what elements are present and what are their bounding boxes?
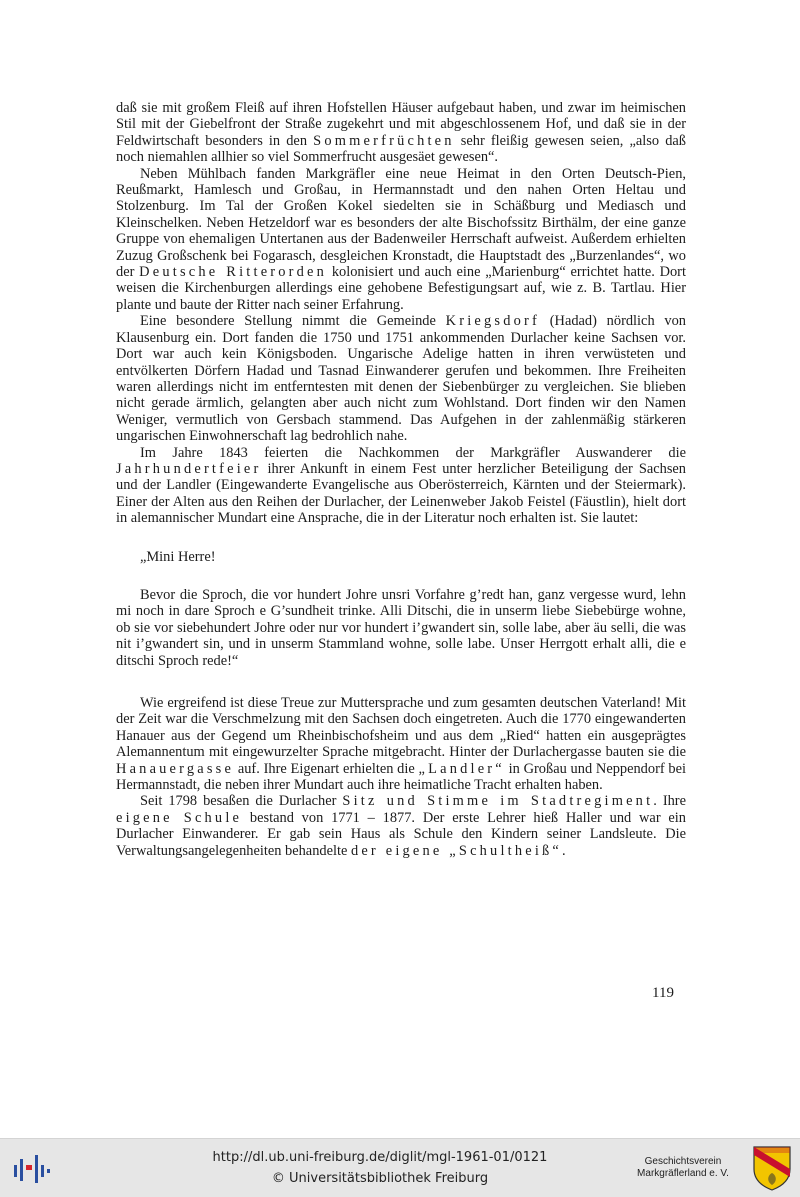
- paragraph: [116, 166, 686, 314]
- paragraph: [116, 313, 686, 444]
- paragraph-text: . Ihre: [653, 793, 686, 810]
- paragraph-text: bestand von 1771 – 1877. Der erste Lehrer hieß Haller und war ein Durlacher Einwanderer. Er gab sein Haus als Schule den Kindern seiner Landsleute. Die Verwaltungsangelegenheiten behandelte: [116, 809, 686, 859]
- paragraph: [116, 695, 686, 793]
- paragraph-text: .: [562, 842, 566, 859]
- spaced-emphasis-text: Jahrhundertfeier: [116, 460, 262, 477]
- speech-quote-block: [116, 587, 686, 669]
- society-name: [618, 1156, 748, 1180]
- footer-citation: [170, 1147, 590, 1189]
- paragraph-text: Im Jahre 1843 feierten die Nachkommen der Markgräfler Auswanderer die: [140, 444, 686, 461]
- spaced-emphasis-text: „Landler“: [418, 760, 505, 777]
- body-text: [116, 100, 686, 859]
- paragraph-text: ihrer Ankunft in einem Fest unter herzlicher Beteiligung der Sachsen und der Landler (Eingewanderte Evangelische aus Oberösterreich, Kärnten und der Steiermark). Einer der Alten aus den Reihen der Durlacher, der Leinenweber Jakob Feistel (Fäustlin), hielt dort in alemannischer Mundart eine Ansprache, die in der Literatur noch erhalten ist. Sie lautet:: [116, 460, 686, 527]
- paragraph-text: daß sie mit großem Fleiß auf ihren Hofstellen Häuser aufgebaut haben, und zwar im heimischen Stil mit der Giebelfront der Straße zugekehrt und mit abgeschlossenem Hof, und daß sie in der Feldwirtschaft besonders in den: [116, 100, 686, 149]
- society-name-line2: Markgräflerland e. V.: [637, 1168, 729, 1179]
- spaced-emphasis-text: der eigene „Schultheiß“: [350, 842, 563, 859]
- paragraph-group: [116, 695, 686, 859]
- paragraph-text: in Großau und Neppendorf bei Hermannstadt, die neben ihrer Mundart auch ihre heimatliche Tracht erhalten haben.: [116, 760, 687, 794]
- paragraph: [116, 445, 686, 527]
- paragraph-text: Wie ergreifend ist diese Treue zur Muttersprache und zum gesamten deutschen Vaterland! Mit der Zeit war die Verschmelzung mit den Sachsen doch eingetreten. Auch die 1770 eingewanderten Hanauer aus der Gegend um Rheinbischofsheim und aus dem „Ried“ hatten ein ausgeprägtes Alemannentum mit eingewurzelter Sprache mitgebracht. Hinter der Durlachergasse bauten sie die: [116, 695, 686, 761]
- page-number: 119: [652, 985, 674, 1001]
- spaced-emphasis-text: Kriegsdorf: [445, 313, 540, 330]
- paragraph: [116, 100, 686, 166]
- paragraph-group: [116, 100, 686, 527]
- paragraph-text: Neben Mühlbach fanden Markgräfler eine neue Heimat in den Orten Deutsch-Pien, Reußmarkt, Hamlesch und Großau, in Hermannstadt und den nahen Orten Heltau und Stolzenburg. Im Tal der Großen Kokel siedelten sie in Schäßburg und Mediasch und Kleinschelken. Neben Hetzeldorf war es besonders der alte Bischofssitz Birthälm, der eine ganze Gruppe von ehemaligen Untertanen aus der Badenweiler Herrschaft aufweist. Außerdem erhielten Zuzug Großschenk bei Fogarasch, desgleichen Kronstadt, die Hauptstadt des „Burzenlandes“, wo der: [116, 165, 686, 281]
- footer-copyright: © Universitätsbibliothek Freiburg: [271, 1171, 489, 1186]
- paragraph-text: Eine besondere Stellung nimmt die Gemeinde: [140, 313, 446, 330]
- ub-freiburg-logo-icon: [12, 1153, 52, 1185]
- speech-salutation: „Mini Herre!: [140, 548, 216, 565]
- paragraph-text: Seit 1798 besaßen die Durlacher: [140, 793, 343, 810]
- spaced-emphasis-text: eigene Schule: [116, 809, 243, 826]
- speech-quote: Bevor die Sproch, die vor hundert Johre unsri Vorfahre g’redt han, ganz vergesse wurd, lehn mi noch in dare Sproch e G’sundheit trinke. Alli Ditschi, die in unserm liebe Siebebürge wohne, ob sie vor siebehundert Johre oder nur vor hundert i’gwandert sin, solle labe, aber äu selli, die was nit i’gwandert sin, und in unserm Stammland wohne, solle labe. Unser Herrgott erhalt alli, die e ditschi Sproch rede!“: [116, 586, 686, 669]
- paragraph-text: auf. Ihre Eigenart erhielten die: [234, 760, 419, 777]
- paragraph: [116, 793, 686, 859]
- spaced-emphasis-text: Sitz und Stimme im Stadtregiment: [342, 793, 654, 810]
- paragraph-text: sehr fleißig gewesen seien, „also daß noch niemahlen allhier so viel Sommerfrucht ausgesäet gewesen“.: [116, 132, 686, 166]
- paragraph-text: kolonisiert und auch eine „Marienburg“ errichtet hatte. Dort weisen die Kirchenburgen allerdings eine gehobene Befestigungsart auf, wie z. B. Tartlau. Hier plante und baute der Ritter nach seiner Erfahrung.: [116, 264, 686, 313]
- coat-of-arms-icon: [752, 1145, 792, 1191]
- footer-bar: [0, 1138, 800, 1197]
- paragraph-text: (Hadad) nördlich von Klausenburg ein. Dort fanden die 1750 und 1751 ankommenden Durlacher keine Sachsen vor. Dort war auch kein Königsboden. Ungarische Adelige hatten in ihren verwüsteten und entvölkerten Dörfern Hadad und Tasnad Einwanderer gerufen und bekommen. Ihre Freiheiten waren allerdings nicht im entferntesten mit denen der Siebenbürger zu vergleichen. Sie blieben nicht gerade ärmlich, gelangten aber auch nicht zum Wohlstand. Dort finden wir den Namen Weniger, vermutlich von Gersbach stammend. Das Aufgehen in der zahlenmäßig stärkeren ungarischen Einwohnerschaft lag bedrohlich nahe.: [116, 313, 686, 445]
- spaced-emphasis-text: Hanauergasse: [116, 760, 235, 777]
- spaced-emphasis-text: Sommerfrüchten: [313, 132, 455, 149]
- society-name-line1: Geschichtsverein: [644, 1156, 722, 1167]
- spaced-emphasis-text: Deutsche Ritterorden: [139, 264, 328, 281]
- footer-url-link[interactable]: http://dl.ub.uni-freiburg.de/diglit/mgl-1961-01/0121: [212, 1150, 548, 1165]
